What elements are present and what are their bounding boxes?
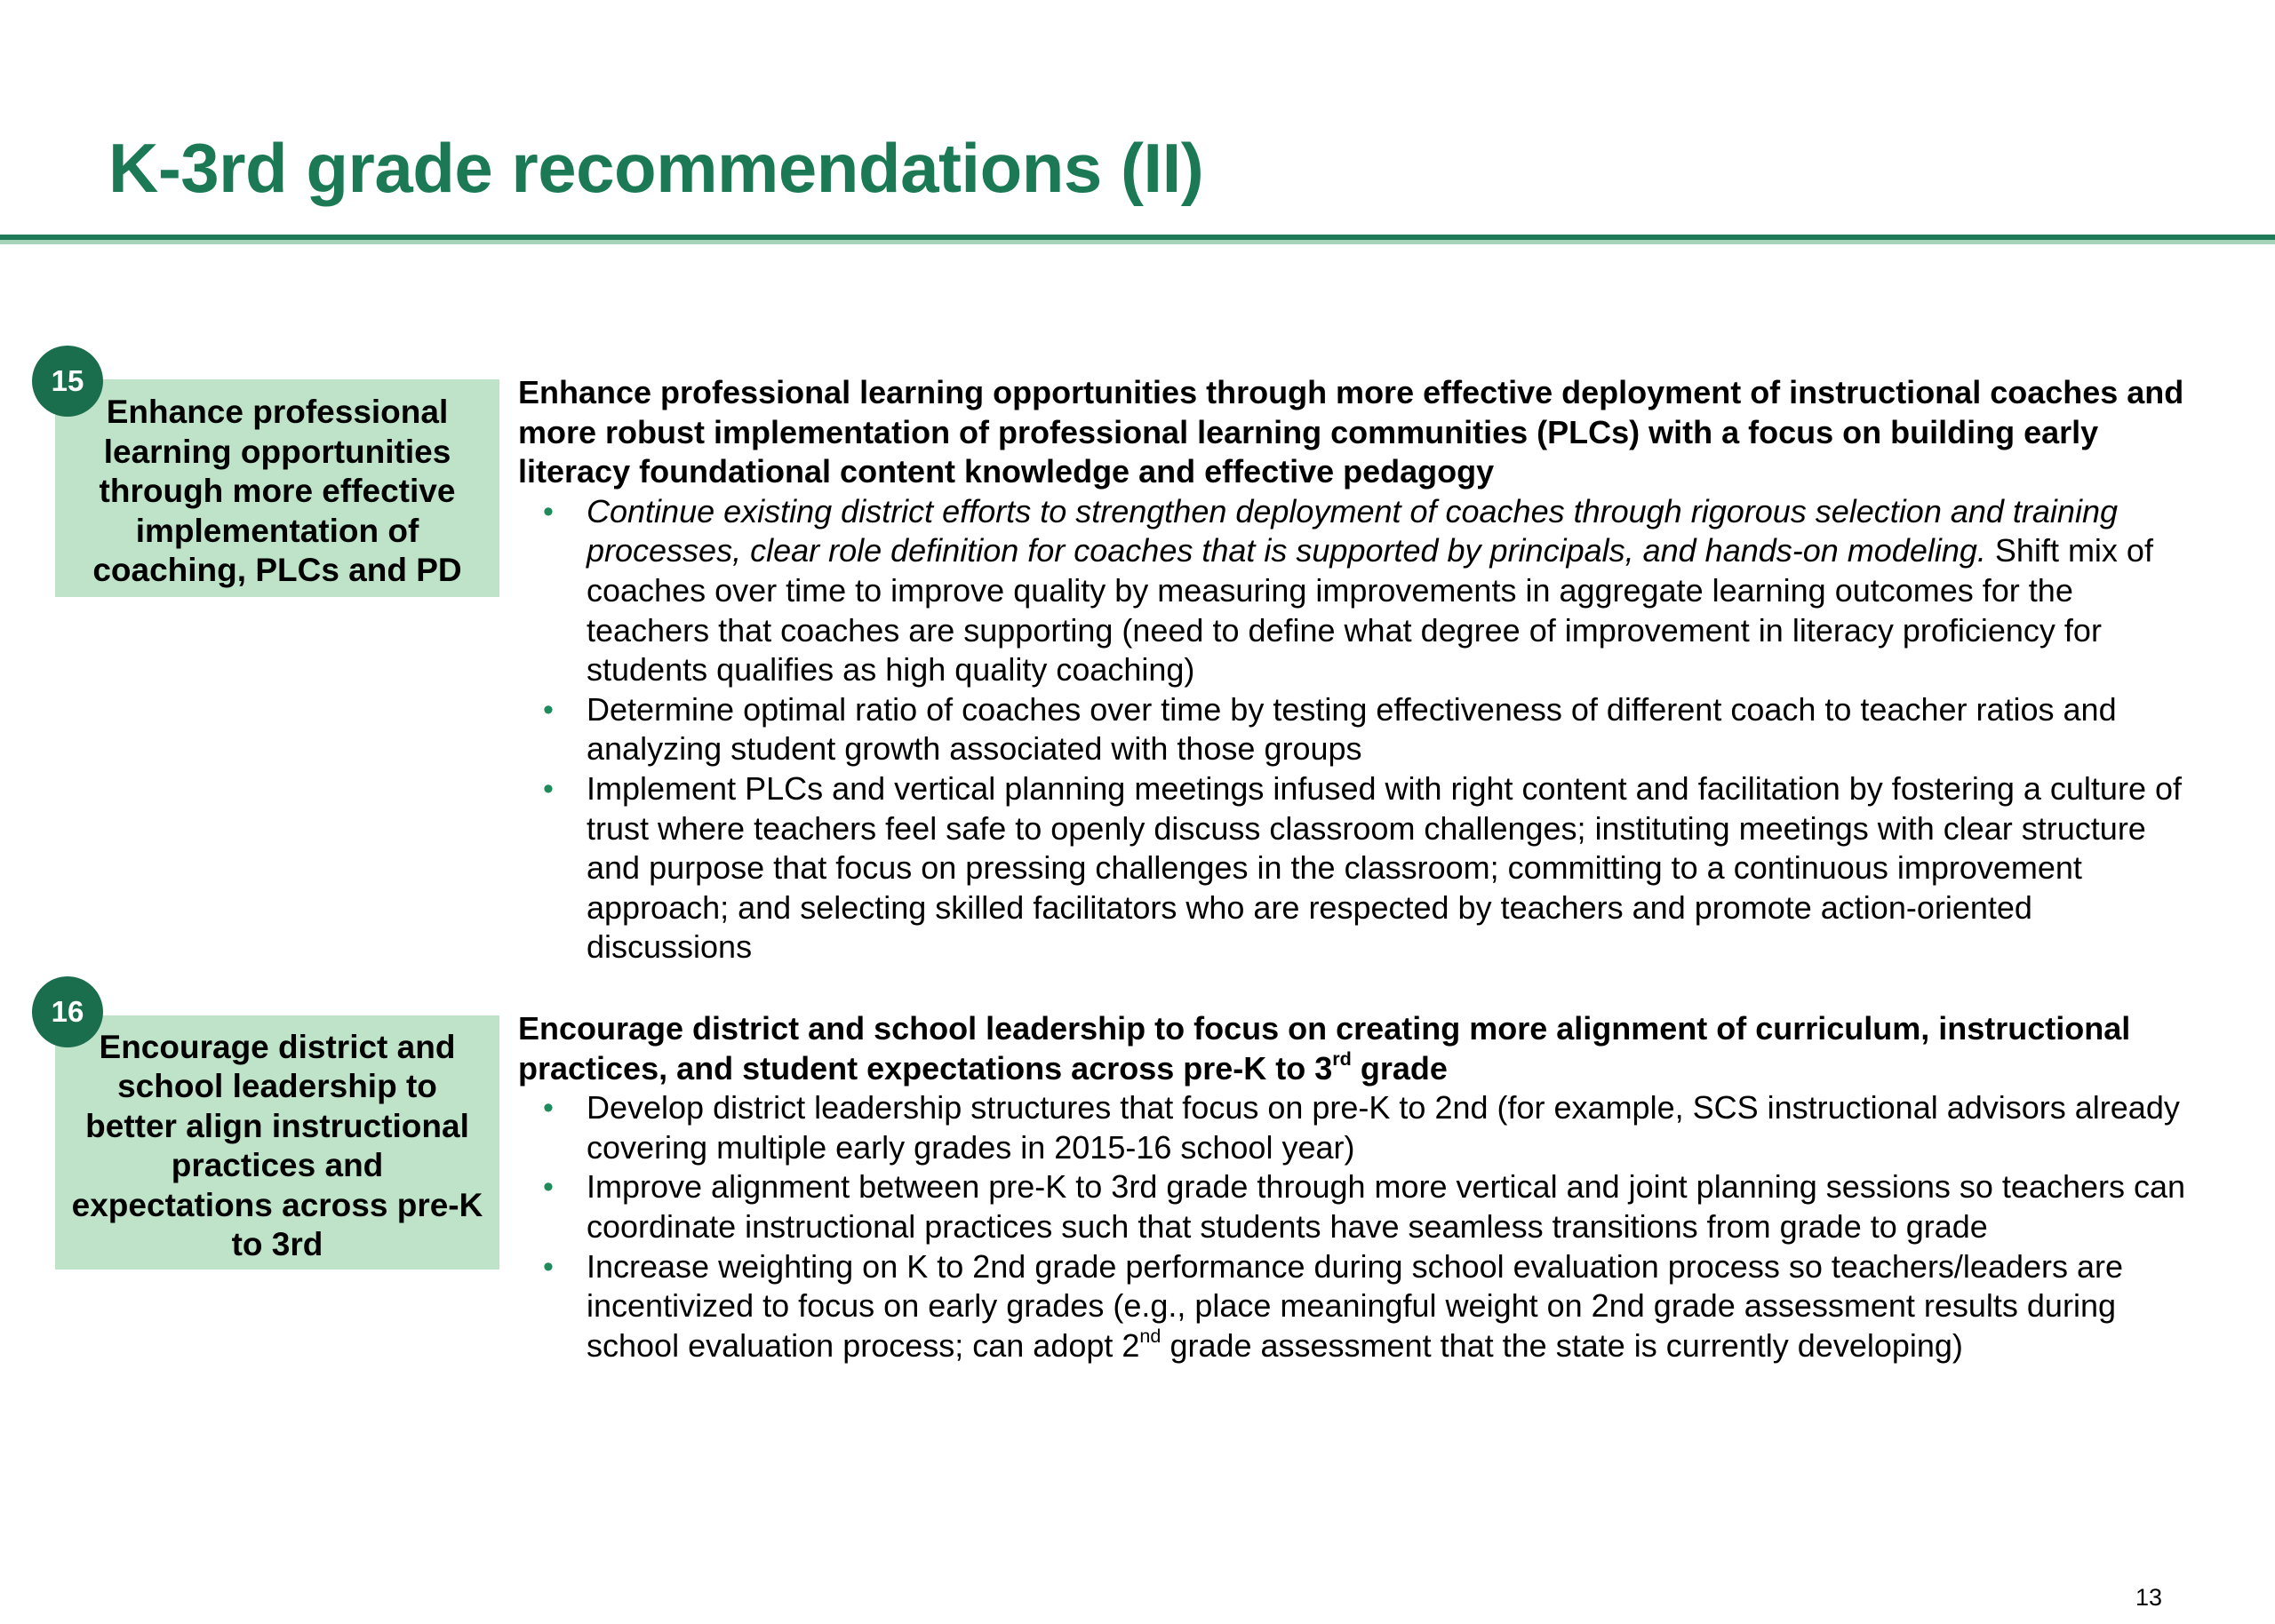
recommendation-16-heading (518, 1009, 2189, 1088)
list-item (518, 690, 2189, 769)
bullet-text: Shift mix of coaches over time to improve quality by measuring improvements in aggregate learning outcomes for the teachers that coaches are supporting (need to define what degree of improvement in literacy proficiency for students qualifies as high quality coaching) (587, 532, 2153, 689)
recommendation-16-bullet-list (518, 1088, 2189, 1365)
list-item (518, 769, 2189, 967)
recommendation-15-box-text: Enhance professional learning opportunities through more effective implementation of coaching, PLCs and PD (92, 394, 462, 589)
page-title: K-3rd grade recommendations (II) (108, 129, 1204, 207)
bullet-icon: • (543, 1249, 554, 1284)
list-item (518, 1247, 2189, 1366)
heading-superscript: rd (1332, 1047, 1352, 1070)
bullet-icon: • (543, 1091, 554, 1126)
recommendation-16-content (518, 1009, 2189, 1365)
list-item (518, 492, 2189, 690)
bullet-icon: • (543, 692, 554, 727)
bullet-text: Determine optimal ratio of coaches over time by testing effectiveness of different coach to teacher ratios and analyzing student growth associated with those groups (587, 690, 2117, 768)
bullet-icon: • (543, 494, 554, 529)
recommendation-15-bullet-list (518, 492, 2189, 967)
bullet-icon: • (543, 771, 554, 806)
list-item (518, 1088, 2189, 1167)
bullet-text: Implement PLCs and vertical planning meetings infused with right content and facilitation by fostering a culture of trust where teachers feel safe to openly discuss classroom challenges; instituting meetings with clear structure and purpose that focus on pressing challenges in the classroom; committing to a continuous improvement approach; and selecting skilled facilitators who are respected by teachers and promote action-oriented discussions (587, 769, 2182, 966)
recommendation-16-box (55, 1015, 499, 1270)
title-underline-light (0, 240, 2275, 244)
recommendation-15-box (55, 379, 499, 597)
recommendation-16-number-badge: 16 (32, 976, 103, 1047)
bullet-text: Develop district leadership structures that focus on pre-K to 2nd (for example, SCS instructional advisors already covering multiple early grades in 2015-16 school year) (587, 1089, 2180, 1166)
bullet-text: Increase weighting on K to 2nd grade performance during school evaluation process so teachers/leaders are incentivized to focus on early grades (e.g., place meaningful weight on 2nd grade assessment results during school evaluation process; can adopt 2 (587, 1247, 2124, 1364)
recommendation-15-content (518, 373, 2189, 967)
bullet-italic-text: Continue existing district efforts to strengthen deployment of coaches through rigorous selection and training processes, clear role definition for coaches that is supported by principals, and hands-on modeling. (587, 492, 2118, 569)
heading-text-end: grade (1351, 1049, 1448, 1087)
bullet-icon: • (543, 1170, 554, 1205)
recommendation-15-heading: Enhance professional learning opportunities through more effective deployment of instructional coaches and more robust implementation of professional learning communities (PLCs) with a focus on building early literacy foundational content knowledge and effective pedagogy (518, 374, 2184, 490)
heading-text: Encourage district and school leadership to focus on creating more alignment of curriculum, instructional practices, and student expectations across pre-K to 3 (518, 1010, 2131, 1087)
bullet-text-end: grade assessment that the state is currently developing) (1161, 1326, 1963, 1364)
recommendation-16-box-text: Encourage district and school leadership to better align instructional practices and expectations across pre-K to 3rd (71, 1028, 483, 1262)
list-item (518, 1167, 2189, 1246)
recommendation-15-number-badge: 15 (32, 346, 103, 417)
page-number: 13 (2135, 1584, 2163, 1611)
bullet-superscript: nd (1139, 1324, 1161, 1347)
bullet-text: Improve alignment between pre-K to 3rd grade through more vertical and joint planning sessions so teachers can coordinate instructional practices such that students have seamless transitions from grade to grade (587, 1168, 2186, 1245)
